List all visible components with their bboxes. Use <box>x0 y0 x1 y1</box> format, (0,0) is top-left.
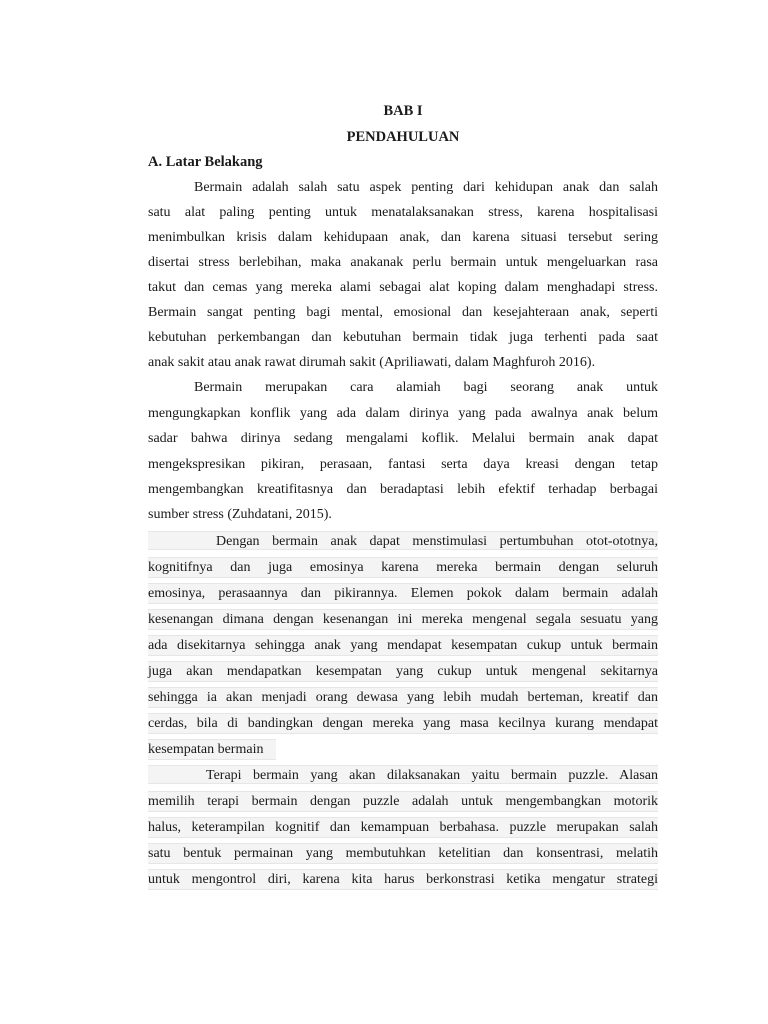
text-line: Bermain sangat penting bagi mental, emosional dan kesejahteraan anak, seperti <box>148 305 658 320</box>
text-line-highlighted: memilih terapi bermain dengan puzzle adalah untuk mengembangkan motorik <box>148 791 658 812</box>
text-line-highlighted: sehingga ia akan menjadi orang dewasa yang lebih mudah berteman, kreatif dan <box>148 687 658 708</box>
text-line-highlighted: cerdas, bila di bandingkan dengan mereka yang masa kecilnya kurang mendapat <box>148 713 658 734</box>
text-line: mengembangkan kreatifitasnya dan beradaptasi lebih efektif terhadap berbagai <box>148 482 658 497</box>
text-line-highlighted: emosinya, perasaannya dan pikirannya. Elemen pokok dalam bermain adalah <box>148 583 658 604</box>
text-line: takut dan cemas yang mereka alami sebagai alat koping dalam menghadapi stress. <box>148 280 658 295</box>
text-line-highlighted: juga akan mendapatkan kesempatan yang cukup untuk mengenal sekitarnya <box>148 661 658 682</box>
text-line-highlighted: ada disekitarnya sehingga anak yang mendapat kesempatan cukup untuk bermain <box>148 635 658 656</box>
text-line-highlighted: Dengan bermain anak dapat menstimulasi pertumbuhan otot-ototnya, <box>148 531 658 550</box>
text-line-highlighted: halus, keterampilan kognitif dan kemampuan berbahasa. puzzle merupakan salah <box>148 817 658 838</box>
chapter-label: BAB I <box>383 103 423 119</box>
section-heading: A. Latar Belakang <box>148 154 263 170</box>
text-line-highlighted: satu bentuk permainan yang membutuhkan ketelitian dan konsentrasi, melatih <box>148 843 658 864</box>
text-line: Bermain merupakan cara alamiah bagi seorang anak untuk <box>194 380 658 395</box>
text-line-highlighted: Terapi bermain yang akan dilaksanakan yaitu bermain puzzle. Alasan <box>148 765 658 784</box>
text-line: disertai stress berlebihan, maka anakanak perlu bermain untuk mengeluarkan rasa <box>148 255 658 270</box>
text-line: satu alat paling penting untuk menatalaksanakan stress, karena hospitalisasi <box>148 205 658 220</box>
text-line: sadar bahwa dirinya sedang mengalami koflik. Melalui bermain anak dapat <box>148 431 658 446</box>
text-line: sumber stress (Zuhdatani, 2015). <box>148 507 332 522</box>
chapter-title: PENDAHULUAN <box>346 129 460 145</box>
text-line: menimbulkan krisis dalam kehidupaan anak, dan karena situasi tersebut sering <box>148 230 658 245</box>
text-line: mengekspresikan pikiran, perasaan, fantasi serta daya kreasi dengan tetap <box>148 457 658 472</box>
text-line-highlighted: kesenangan dimana dengan kesenangan ini mereka mengenal segala sesuatu yang <box>148 609 658 630</box>
document-page <box>148 0 658 1024</box>
text-line-highlighted: kesempatan bermain <box>148 739 276 760</box>
text-line: anak sakit atau anak rawat dirumah sakit (Apriliawati, dalam Maghfuroh 2016). <box>148 355 596 370</box>
text-line: mengungkapkan konflik yang ada dalam dirinya yang pada awalnya anak belum <box>148 406 658 421</box>
text-line-highlighted: untuk mengontrol diri, karena kita harus berkonstrasi ketika mengatur strategi <box>148 869 658 890</box>
text-line: kebutuhan perkembangan dan kebutuhan bermain tidak juga terhenti pada saat <box>148 330 658 345</box>
text-line-highlighted: kognitifnya dan juga emosinya karena mereka bermain dengan seluruh <box>148 557 658 578</box>
text-line: Bermain adalah salah satu aspek penting dari kehidupan anak dan salah <box>194 180 658 195</box>
